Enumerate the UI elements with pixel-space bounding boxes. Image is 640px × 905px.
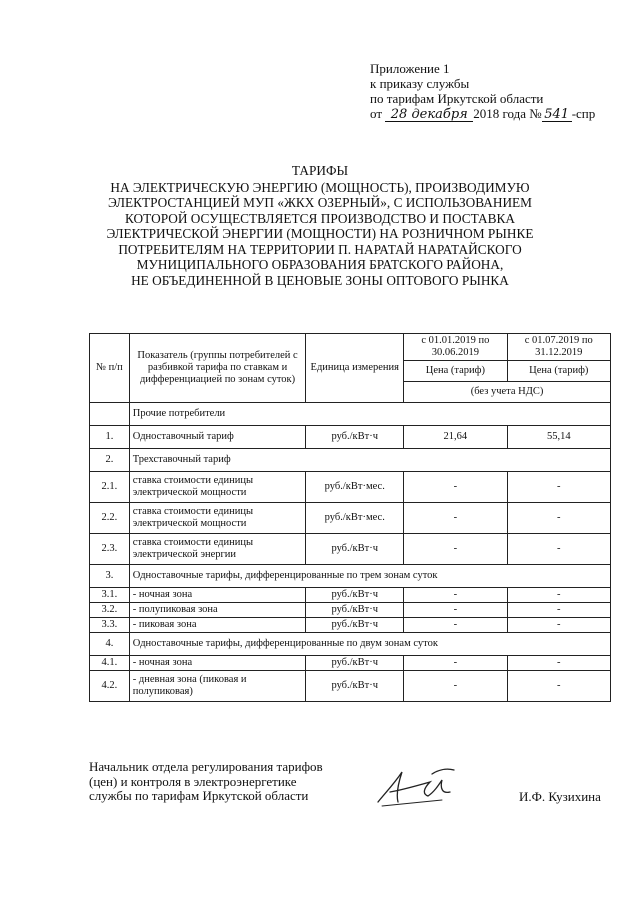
row-unit: руб./кВт·ч — [306, 588, 404, 603]
handwritten-date: 28 декабря — [385, 108, 473, 122]
row-name: - полупиковая зона — [129, 603, 306, 618]
row-value-1: - — [404, 588, 507, 603]
row-name: ставка стоимости единицы электрической энергии — [129, 534, 306, 565]
row-value-1: 21,64 — [404, 426, 507, 449]
table-row — [90, 503, 611, 534]
row-value-2: - — [507, 534, 610, 565]
row-num: 4.2. — [90, 671, 130, 702]
row-name: - дневная зона (пиковая и полупиковая) — [129, 671, 306, 702]
row-unit: руб./кВт·ч — [306, 618, 404, 633]
title-line-5: ПОТРЕБИТЕЛЯМ НА ТЕРРИТОРИИ П. НАРАТАЙ НАРАТАЙСКОГО — [118, 241, 522, 257]
appendix-suffix: -спр — [571, 106, 596, 121]
row-value-1: - — [404, 534, 507, 565]
table-row-group — [90, 633, 611, 656]
appendix-line-2: к приказу службы — [370, 76, 470, 91]
header-price-2: Цена (тариф) — [507, 361, 610, 382]
row-num: 3.2. — [90, 603, 130, 618]
signature-position-line-2: (цен) и контроля в электроэнергетике — [89, 773, 297, 789]
row-unit: руб./кВт·ч — [306, 603, 404, 618]
table-row-group — [90, 449, 611, 472]
row-value-2: - — [507, 603, 610, 618]
row-value-1: - — [404, 671, 507, 702]
title-line-1: НА ЭЛЕКТРИЧЕСКУЮ ЭНЕРГИЮ (МОЩНОСТЬ), ПРОИЗВОДИМУЮ — [110, 179, 530, 195]
row-name: Одноставочный тариф — [129, 426, 306, 449]
handwritten-signature-icon — [372, 762, 462, 810]
title-line-6: МУНИЦИПАЛЬНОГО ОБРАЗОВАНИЯ БРАТСКОГО РАЙОНА, — [136, 257, 504, 272]
row-unit: руб./кВт·ч — [306, 671, 404, 702]
row-value-2: - — [507, 656, 610, 671]
appendix-line-3: по тарифам Иркутской области — [370, 91, 544, 106]
signature-position-line-3: службы по тарифам Иркутской области — [89, 788, 309, 803]
row-unit: руб./кВт·ч — [306, 534, 404, 565]
appendix-year-text: 2018 года № — [473, 106, 542, 121]
signature-position-line-1: Начальник отдела регулирования тарифов — [89, 759, 323, 774]
row-num: 2. — [90, 449, 130, 472]
row-num: 2.2. — [90, 503, 130, 534]
row-value-2: 55,14 — [507, 426, 610, 449]
header-period-2: с 01.07.2019 по 31.12.2019 — [507, 334, 610, 361]
row-value-2: - — [507, 618, 610, 633]
row-name: - ночная зона — [129, 656, 306, 671]
section-num-cell — [90, 403, 130, 426]
row-unit: руб./кВт·мес. — [306, 503, 404, 534]
row-value-2: - — [507, 472, 610, 503]
row-name: - ночная зона — [129, 588, 306, 603]
signatory-name: И.Ф. Кузихина — [519, 789, 601, 804]
row-name: ставка стоимости единицы электрической мощности — [129, 472, 306, 503]
table-row — [90, 534, 611, 565]
table-header-row-1 — [90, 334, 611, 361]
row-value-1: - — [404, 656, 507, 671]
header-price-1: Цена (тариф) — [404, 361, 507, 382]
row-value-1: - — [404, 503, 507, 534]
row-num: 1. — [90, 426, 130, 449]
table-row — [90, 426, 611, 449]
header-unit: Единица измерения — [306, 334, 404, 403]
row-num: 4.1. — [90, 656, 130, 671]
table-row — [90, 603, 611, 618]
title-line-4: ЭЛЕКТРИЧЕСКОЙ ЭНЕРГИИ (МОЩНОСТИ) НА РОЗНИЧНОМ РЫНКЕ — [106, 226, 534, 241]
row-name: ставка стоимости единицы электрической мощности — [129, 503, 306, 534]
row-num: 3.3. — [90, 618, 130, 633]
row-group-name: Одноставочные тарифы, дифференцированные по двум зонам суток — [129, 633, 610, 656]
appendix-order-line — [370, 106, 595, 122]
table-row-group — [90, 565, 611, 588]
header-indicator: Показатель (группы потребителей с разбивкой тарифа по ставкам и дифференциацией по зонам суток) — [129, 334, 306, 403]
table-row — [90, 671, 611, 702]
row-num: 3. — [90, 565, 130, 588]
row-unit: руб./кВт·ч — [306, 656, 404, 671]
section-label: Прочие потребители — [129, 403, 610, 426]
row-value-2: - — [507, 671, 610, 702]
row-num: 4. — [90, 633, 130, 656]
row-unit: руб./кВт·мес. — [306, 472, 404, 503]
header-period-1: с 01.01.2019 по 30.06.2019 — [404, 334, 507, 361]
row-value-2: - — [507, 588, 610, 603]
row-unit: руб./кВт·ч — [306, 426, 404, 449]
table-row — [90, 618, 611, 633]
row-value-2: - — [507, 503, 610, 534]
row-group-name: Трехставочный тариф — [129, 449, 610, 472]
row-value-1: - — [404, 618, 507, 633]
signature-block — [89, 760, 323, 804]
handwritten-order-number: 541 — [542, 108, 572, 122]
row-num: 2.1. — [90, 472, 130, 503]
table-row — [90, 656, 611, 671]
row-value-1: - — [404, 603, 507, 618]
title-line-7: НЕ ОБЪЕДИНЕННОЙ В ЦЕНОВЫЕ ЗОНЫ ОПТОВОГО РЫНКА — [131, 272, 509, 288]
document-title — [60, 163, 580, 288]
title-line-3: КОТОРОЙ ОСУЩЕСТВЛЯЕТСЯ ПРОИЗВОДСТВО И ПОСТАВКА — [125, 210, 515, 226]
header-num: № п/п — [90, 334, 130, 403]
header-vat: (без учета НДС) — [404, 382, 611, 403]
row-num: 2.3. — [90, 534, 130, 565]
appendix-from-label: от — [370, 106, 383, 121]
appendix-block — [370, 61, 595, 122]
row-num: 3.1. — [90, 588, 130, 603]
table-section-row — [90, 403, 611, 426]
title-line-2: ЭЛЕКТРОСТАНЦИЕЙ МУП «ЖКХ ОЗЕРНЫЙ», С ИСПОЛЬЗОВАНИЕМ — [108, 195, 532, 210]
row-value-1: - — [404, 472, 507, 503]
table-row — [90, 472, 611, 503]
tariff-table — [89, 333, 611, 702]
row-name: - пиковая зона — [129, 618, 306, 633]
title-main: ТАРИФЫ — [291, 163, 349, 178]
table-row — [90, 588, 611, 603]
row-group-name: Одноставочные тарифы, дифференцированные по трем зонам суток — [129, 565, 610, 588]
appendix-line-1: Приложение 1 — [370, 61, 450, 76]
